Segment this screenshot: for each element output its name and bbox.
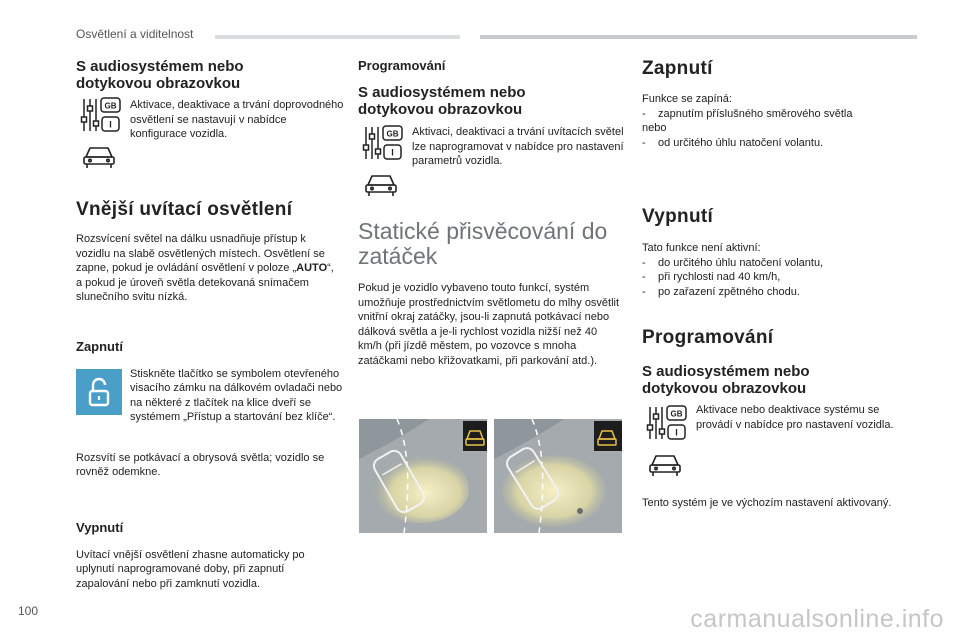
col3-on-list	[642, 107, 910, 122]
col2-prog-title: Programování	[358, 58, 446, 73]
col1-off-text: Uvítací vnější osvětlení zhasne automaticky po uplynutí naprogramované doby, při zapnutí zapalování nebo při zamknutí vozidla.	[76, 548, 305, 590]
col3-audio-text: Aktivace nebo deaktivace systému se provádí v nabídce pro nastavení vozidla.	[696, 404, 894, 431]
info-label: I	[109, 119, 112, 130]
col1-audio-title: S audiosystémem nebo dotykovou obrazovkou	[76, 58, 244, 92]
col1-welcome-text	[76, 232, 338, 305]
list-item: - po zařazení zpětného chodu.	[642, 285, 910, 300]
settings-sliders-icon	[646, 405, 688, 441]
column-3	[642, 58, 910, 511]
col3-on-intro: Funkce se zapíná:	[642, 93, 732, 105]
settings-sliders-icon	[362, 125, 404, 161]
col1-on-text-2: Rozsvítí se potkávací a obrysová světla; vozidlo se rovněž odemkne.	[76, 451, 325, 478]
col3-prog-title: Programování	[642, 327, 774, 348]
col1-on-title: Zapnutí	[76, 338, 123, 354]
info-label: I	[391, 147, 394, 158]
cornering-light-illustration-left	[359, 419, 487, 533]
cornering-light-illustration-right	[494, 419, 622, 533]
list-item: - do určitého úhlu natočení volantu,	[642, 256, 910, 271]
col1-off-title: Vypnutí	[76, 519, 124, 535]
watermark: carmanualsonline.info	[690, 605, 944, 633]
info-label: I	[675, 427, 678, 438]
section-header: Osvětlení a viditelnost	[76, 27, 194, 41]
col1-on-text: Stiskněte tlačítko se symbolem otevřeného visacího zámku na dálkovém ovladači nebo na některé z tlačítek na klice dveří se systémem „Přístup a startování bez klíče“.	[130, 367, 343, 423]
car-icon	[648, 453, 682, 477]
list-item: - od určitého úhlu natočení volantu.	[642, 136, 910, 151]
header-rule-left	[215, 35, 460, 39]
col3-audio-title: S audiosystémem nebo dotykovou obrazovkou	[642, 363, 810, 397]
car-icon	[82, 145, 116, 169]
unlock-button-icon	[76, 369, 122, 415]
col3-on-or: nebo	[642, 122, 667, 134]
col3-on-title: Zapnutí	[642, 58, 713, 79]
col3-on-list-2	[642, 136, 910, 151]
col1-welcome-title: Vnější uvítací osvětlení	[76, 199, 293, 220]
settings-sliders-icon	[80, 97, 122, 133]
header-rule-right	[480, 35, 917, 39]
col2-audio-title: S audiosystémem nebo dotykovou obrazovkou	[358, 84, 526, 118]
col2-static-text: Pokud je vozidlo vybaveno touto funkcí, systém umožňuje prostřednictvím světlometu do mlhy osvětlit vnitřní okraj zatáčky, jsou-li zapnutá potkávací nebo dálková světla a je-li rychlost vozidla nižší než 40 km/h (při jízdě městem, po vozovce s mnoha zatáčkami nebo křižovatkami, při parkování atd.).	[358, 282, 620, 367]
welcome-text-part: Rozsvícení světel na dálku usnadňuje přístup k vozidlu na slabě osvětlených místech. Osvětlení se zapne, pokud je ovládání osvětlení v poloze „	[76, 233, 325, 274]
col3-default-text: Tento systém je ve výchozím nastavení aktivovaný.	[642, 497, 892, 509]
col3-off-title: Vypnutí	[642, 206, 714, 227]
list-item: - zapnutím příslušného směrového světla	[642, 107, 910, 122]
col2-static-title: Statické přisvěcování do zatáček	[358, 218, 608, 269]
page-number: 100	[18, 604, 39, 618]
gb-label: GB	[104, 101, 117, 111]
welcome-auto-label: AUTO	[296, 262, 328, 274]
col3-off-intro: Tato funkce není aktivní:	[642, 242, 761, 254]
column-2	[358, 58, 626, 368]
gb-label: GB	[670, 409, 683, 419]
col3-off-list	[642, 256, 910, 300]
column-1	[76, 58, 344, 591]
col1-audio-text: Aktivace, deaktivace a trvání doprovodného osvětlení se nastavují v nabídce konfigurace vozidla.	[130, 99, 344, 140]
car-icon	[364, 173, 398, 197]
col2-audio-text: Aktivaci, deaktivaci a trvání uvítacích světel lze naprogramovat v nabídce pro nastavení parametrů vozidla.	[412, 126, 624, 167]
welcome-text-part: “, a pokud je úroveň světla detekovaná snímačem slunečního svitu nízká.	[76, 262, 334, 303]
list-item: - při rychlosti nad 40 km/h,	[642, 270, 910, 285]
gb-label: GB	[386, 129, 399, 139]
